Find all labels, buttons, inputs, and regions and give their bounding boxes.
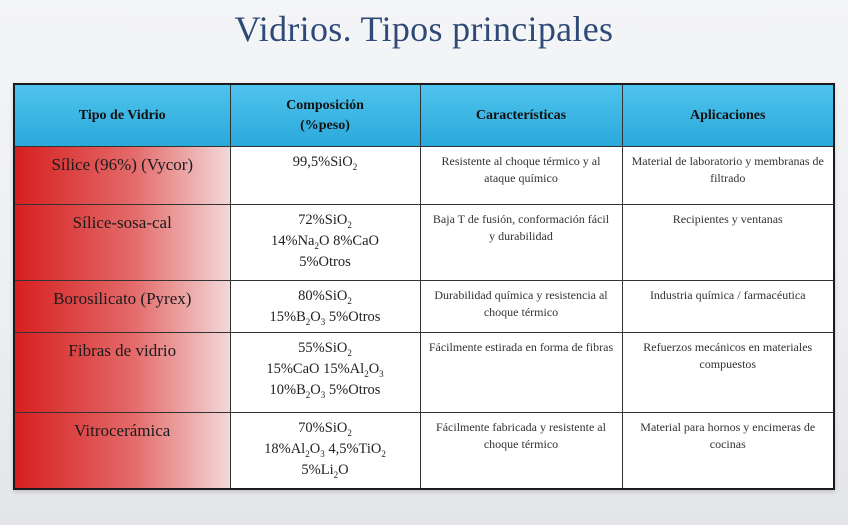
formula-text: O <box>310 382 321 398</box>
composition-cell <box>230 333 420 413</box>
header-caracteristicas: Características <box>420 84 622 147</box>
subscript: 2 <box>381 448 386 459</box>
table-row <box>14 413 834 489</box>
composition-line <box>235 252 416 273</box>
characteristics-cell: Fácilmente estirada en forma de fibras <box>420 333 622 413</box>
composition-cell <box>230 413 420 489</box>
applications-cell: Material de laboratorio y membranas de filtrado <box>622 147 834 205</box>
composition-line <box>235 210 416 231</box>
composition-cell <box>230 205 420 281</box>
formula-text: 15%CaO 15%Al <box>266 361 365 377</box>
subscript: 2 <box>347 427 352 438</box>
composition-line <box>235 439 416 460</box>
formula-text: O <box>310 309 321 325</box>
formula-text: 70%SiO <box>298 420 348 436</box>
composition-line <box>235 380 416 401</box>
composition-cell <box>230 147 420 205</box>
characteristics-cell: Resistente al choque térmico y al ataque químico <box>420 147 622 205</box>
formula-text: 5%Li <box>301 462 334 478</box>
header-composicion-line1: Composición <box>286 97 364 113</box>
formula-text: O <box>309 441 321 457</box>
formula-text: 99,5%SiO <box>292 154 353 170</box>
subscript: 2 <box>347 219 352 230</box>
glass-types-table <box>13 83 835 490</box>
subscript: 2 <box>305 448 310 459</box>
subscript: 3 <box>379 368 384 379</box>
composition-line <box>235 460 416 481</box>
characteristics-cell: Baja T de fusión, conformación fácil y durabilidad <box>420 205 622 281</box>
composition-line <box>235 307 416 328</box>
subscript: 2 <box>347 295 352 306</box>
header-aplicaciones: Aplicaciones <box>622 84 834 147</box>
glass-type-cell: Fibras de vidrio <box>14 333 230 413</box>
glass-type-cell: Sílice-sosa-cal <box>14 205 230 281</box>
composition-line <box>235 338 416 359</box>
slide-title: Vidrios. Tipos principales <box>234 9 614 49</box>
subscript: 2 <box>347 347 352 358</box>
subscript: 3 <box>320 448 325 459</box>
table-row <box>14 281 834 333</box>
characteristics-cell: Durabilidad química y resistencia al choque térmico <box>420 281 622 333</box>
formula-text: 14%Na <box>270 233 315 249</box>
header-tipo: Tipo de Vidrio <box>14 84 230 147</box>
subscript: 2 <box>305 389 311 400</box>
table-row <box>14 147 834 205</box>
applications-cell: Material para hornos y encimeras de cocinas <box>622 413 834 489</box>
composition-line <box>235 418 416 439</box>
formula-text: 15%B <box>269 309 306 325</box>
formula-text: 18%Al <box>264 441 306 457</box>
table-header-row <box>14 84 834 147</box>
formula-text: O <box>338 462 349 478</box>
formula-text: O 8%CaO <box>318 233 379 249</box>
formula-text: 4,5%TiO <box>324 441 382 457</box>
composition-line <box>235 231 416 252</box>
subscript: 2 <box>352 161 358 172</box>
glass-type-cell: Borosilicato (Pyrex) <box>14 281 230 333</box>
applications-cell: Recipientes y ventanas <box>622 205 834 281</box>
composition-line <box>235 152 416 173</box>
table-row <box>14 333 834 413</box>
table-row <box>14 205 834 281</box>
formula-text: 72%SiO <box>298 212 348 228</box>
applications-cell: Industria química / farmacéutica <box>622 281 834 333</box>
subscript: 2 <box>305 316 311 327</box>
subscript: 2 <box>333 469 339 480</box>
composition-line <box>235 359 416 380</box>
characteristics-cell: Fácilmente fabricada y resistente al choque térmico <box>420 413 622 489</box>
formula-text: 55%SiO <box>298 340 348 356</box>
formula-text: 5%Otros <box>299 254 351 270</box>
formula-text: 5%Otros <box>325 382 381 398</box>
formula-text: O <box>368 361 380 377</box>
formula-text: 10%B <box>269 382 306 398</box>
header-composicion-line2: (%peso) <box>300 117 350 133</box>
header-composicion <box>230 84 420 147</box>
subscript: 2 <box>364 368 369 379</box>
formula-text: 80%SiO <box>298 288 348 304</box>
applications-cell: Refuerzos mecánicos en materiales compuestos <box>622 333 834 413</box>
formula-text: 5%Otros <box>325 309 381 325</box>
subscript: 2 <box>314 240 319 251</box>
subscript: 3 <box>320 316 326 327</box>
subscript: 3 <box>320 389 326 400</box>
glass-type-cell: Sílice (96%) (Vycor) <box>14 147 230 205</box>
composition-cell <box>230 281 420 333</box>
glass-type-cell: Vitrocerámica <box>14 413 230 489</box>
composition-line <box>235 286 416 307</box>
